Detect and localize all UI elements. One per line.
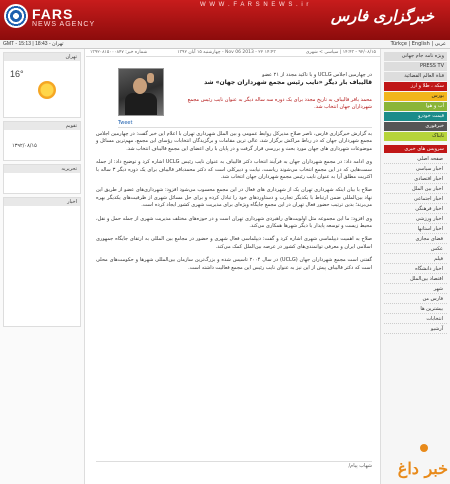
weather-widget — [3, 52, 81, 118]
menu-item[interactable]: اخبار اقتصادی — [384, 174, 447, 184]
sidebar-button-car-price[interactable]: قیمت خودرو — [384, 112, 447, 121]
watermark-text: خبر داغ — [397, 459, 448, 478]
calendar-widget — [3, 121, 81, 161]
sidebar-button-gold[interactable]: سکه ، طلا و ارز — [384, 82, 447, 91]
services-menu — [384, 154, 447, 334]
menu-item[interactable]: صفحه اصلی — [384, 154, 447, 164]
sidebar-button-alalam[interactable]: قناة العالم الفضائية — [384, 72, 447, 81]
article-paragraph: وی ادامه داد: در مجمع شهرداران جهان به فرآیند انتخاب دکتر قالیباف به عنوان نایب رئیس UCLG اشاره کرد و توضیح داد: از جمله سمت‌هایی که در این مجمع انتخاب می‌شوند ریاست، نیابت و دبیرکلی است که دکتر محمدباقر قالیباف برای یک دوره دیگر ۳ ساله با اکثریت مطلق آرا به عنوان نایب رئیس مجمع شهرداران جهان انتخاب شد. — [96, 159, 373, 181]
sidebar-button-world-cup[interactable]: ویژه نامه جام جهانی — [384, 52, 447, 61]
menu-item[interactable]: اخبار دانشگاه — [384, 264, 447, 274]
menu-item[interactable]: شهر — [384, 284, 447, 294]
left-section-2 — [3, 197, 81, 327]
menu-item[interactable]: اخبار بین الملل — [384, 184, 447, 194]
menu-item[interactable]: فارس من — [384, 294, 447, 304]
article-paragraph: صلاح با بیان اینکه شهرداری تهران یک از شهرداری های فعال در این مجمع محسوب می‌شود افزود: شهرداری‌های عضو از طریق این نهاد بین‌المللی ضمن ارتباط با یکدیگر تجارب و دستاوردهای خود را تبادل کرده و برای حل مسائل شهری از ظرفیت‌های یکدیگر بهره می‌برند؛ بدین ترتیب حضور فعال تهران در این مجمع جایگاه ویژه‌ای برای مدیریت شهری کشور ایجاد کرده است. — [96, 187, 372, 209]
left-sidebar — [0, 49, 85, 484]
left-section-2-title[interactable]: اخبار — [4, 198, 80, 206]
watermark-logo — [396, 442, 448, 482]
menu-item[interactable]: عکس — [384, 244, 447, 254]
top-bar — [0, 40, 450, 49]
menu-item[interactable]: اقتصاد بین‌الملل — [384, 274, 447, 284]
divider — [118, 127, 372, 128]
article-photo[interactable] — [118, 68, 164, 116]
brand-name-persian[interactable]: خبرگزاری فارس — [330, 7, 434, 25]
left-section-1-title[interactable]: تحریریه — [4, 165, 80, 173]
article-paragraph: وی افزود: ما این مجموعه مثل اولویت‌های راهبردی شهرداری تهران است و در حوزه‌های مختلف مدیریت شهری از جمله حمل و نقل، محیط زیست و توسعه پایدار با دیگر شهرها همکاری می‌کند. — [96, 215, 372, 230]
menu-item[interactable]: آرشیو — [384, 324, 447, 334]
sidebar-button-weather[interactable]: آب و هوا — [384, 102, 447, 111]
sidebar-button-tabnak[interactable]: تابناک — [384, 132, 447, 141]
watermark-dot-icon — [420, 444, 428, 452]
menu-item[interactable]: بیشترین ها — [384, 304, 447, 314]
brand-name[interactable]: FARS — [32, 6, 74, 22]
menu-item[interactable]: اخبار سیاسی — [384, 164, 447, 174]
clock-text: GMT - 15:13 | تهران - 18:43 — [3, 41, 64, 47]
menu-item[interactable]: انتخابات — [384, 314, 447, 324]
menu-item[interactable]: فضای مجازی — [384, 234, 447, 244]
menu-item[interactable]: اخبار اجتماعی — [384, 194, 447, 204]
brand-subtitle: NEWS AGENCY — [32, 21, 96, 28]
weather-temp: 16° — [10, 69, 24, 79]
article-headline: قالیباف بار دیگر «نایب رئیس مجمع شهرداران جهان» شد — [204, 79, 372, 86]
article-paragraph: به گزارش خبرگزاری فارس، ناصر صلاح مدیرکل روابط عمومی و بین الملل شهرداری تهران با اعلام این خبر گفت: در چهارمین اجلاس مجمع شهرداران جهان که در رباط مراکش برگزار شد، عالی ترین مقامات و برگزیدگان انتخابات رؤسای این مجمع، مهم‌ترین مسائل و موضوعات شهرداری های جهان مورد بحث و بررسی قرار گرفت و در پایان با رای اعضای این مجمع قالیباف انتخاب شد. — [96, 131, 372, 152]
sidebar-button-presstv[interactable]: PRESS TV — [384, 62, 447, 71]
services-menu-title: سرویس های خبری — [384, 145, 447, 153]
language-links[interactable]: عربی | Türkçe | English — [390, 41, 446, 47]
news-code: شماره خبر: ۱۳۹۲۰۸۱۵۰۰۰۸۴۷ — [90, 50, 148, 55]
tweet-button[interactable]: Tweet — [118, 120, 133, 126]
menu-item[interactable]: اخبار فرهنگی — [384, 204, 447, 214]
weather-city: تهران — [4, 53, 80, 61]
breadcrumb[interactable]: ۹۲/۰۸/۱۵ - ۱۴:۴۳ | سیاسی > شهری — [305, 50, 376, 55]
article-author: شهاب پیام/ — [96, 461, 372, 469]
article-kicker: در چهارمین اجلاس UCLG و با تاکید مجدد از ۲۱ عضو — [262, 72, 372, 78]
article-summary: محمد باقر قالیباف به تاریخ مجدد برای یک دوره سه ساله دیگر به عنوان نایب رئیس مجمع شهرداران جهان انتخاب شد. — [187, 97, 372, 110]
menu-item[interactable]: اخبار استانها — [384, 224, 447, 234]
menu-item[interactable]: فیلم — [384, 254, 447, 264]
left-section-1 — [3, 164, 81, 194]
article-meta — [86, 49, 380, 57]
site-header — [0, 0, 450, 40]
article-paragraph: صلاح به اهمیت دیپلماسی شهری اشاره کرد و گفت: دیپلماسی فعال شهری و حضور در مجامع بین المللی به ارتقای جایگاه جمهوری اسلامی ایران و معرفی توانمندی‌های کشور در عرصه بین‌الملل کمک می‌کند. — [96, 236, 372, 250]
article-lead — [170, 71, 372, 87]
site-url: W W W . F A R S N E W S . i r — [200, 2, 310, 8]
sidebar-button-bourse[interactable]: بورس — [384, 92, 447, 101]
article-main — [86, 49, 380, 484]
right-sidebar — [380, 49, 450, 484]
article-body — [96, 131, 372, 278]
calendar-title: تقویم — [4, 122, 80, 130]
fars-logo-icon[interactable] — [4, 4, 28, 28]
article-paragraph: گفتنی است مجمع شهرداران جهان (UCLG) در سال ۲۰۰۴ تاسیس شده و بزرگ‌ترین سازمان بین‌المللی شهرها و حکومت‌های محلی است که دکتر قالیباف پیش از این نیز به عنوان نایب رئیس این مجمع فعالیت داشته است. — [96, 257, 373, 271]
menu-item[interactable]: اخبار ورزشی — [384, 214, 447, 224]
sun-icon — [38, 81, 56, 99]
sidebar-button-breaking[interactable]: خبرفوری — [384, 122, 447, 131]
article-date: چهارشنبه ۱۵ آبان ۱۳۹۲ - Nov 06 2013 - ۲۲ ۱۴:۴۳ — [177, 50, 276, 55]
calendar-date: ۱۳۹۲/۰۸/۱۵ — [12, 143, 37, 149]
